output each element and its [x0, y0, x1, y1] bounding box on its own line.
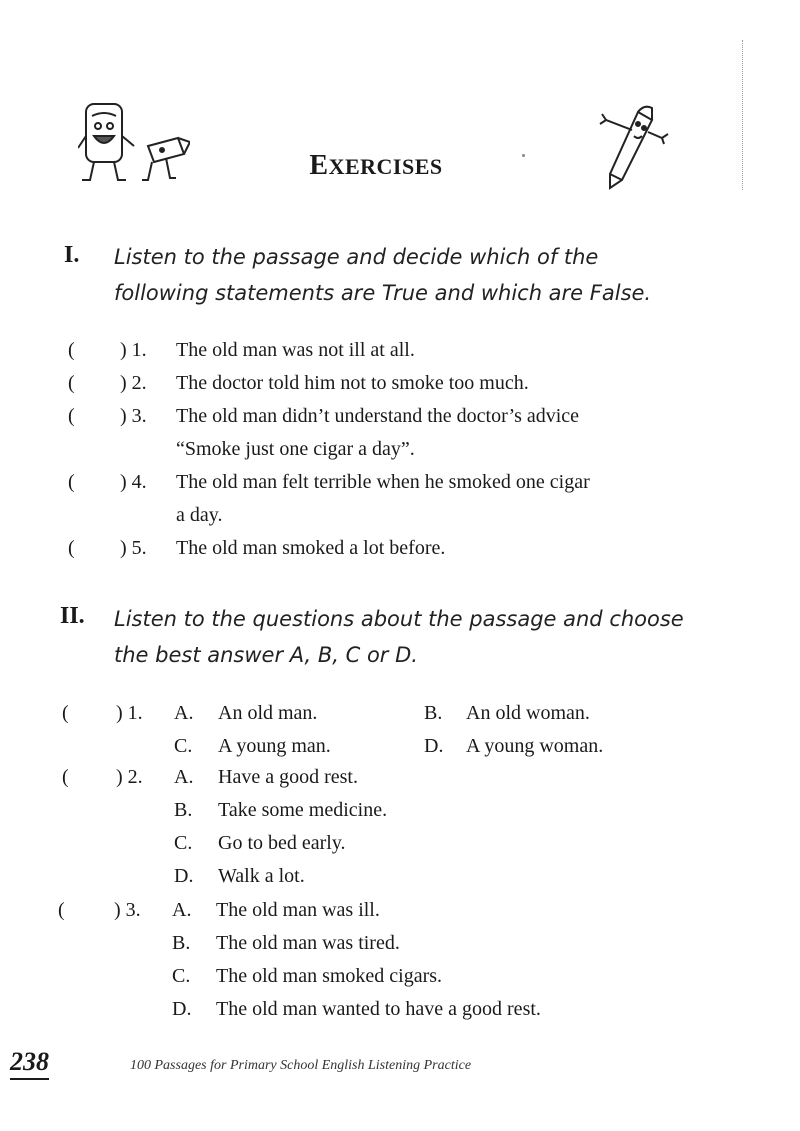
- item-number: ) 2.: [120, 372, 147, 394]
- running-footer-title: 100 Passages for Primary School English Listening Practice: [130, 1058, 472, 1073]
- option-text: A young woman.: [466, 735, 604, 757]
- statement-text-continued: a day.: [176, 504, 223, 526]
- statement-text: The doctor told him not to smoke too much.: [176, 372, 529, 394]
- answer-blank-open-paren: (: [62, 702, 69, 724]
- option-text: An old man.: [218, 702, 318, 724]
- option-text: Walk a lot.: [218, 865, 305, 887]
- option-letter: C.: [174, 832, 193, 854]
- page-title: EXERCISES: [309, 150, 443, 181]
- answer-blank-open-paren: (: [68, 372, 75, 394]
- option-letter: B.: [172, 932, 191, 954]
- answer-blank-open-paren: (: [68, 471, 75, 493]
- option-letter: A.: [174, 702, 194, 724]
- page-number: 238: [10, 1048, 49, 1080]
- statement-text: The old man felt terrible when he smoked one cigar: [176, 471, 590, 493]
- instruction-line: following statements are True and which are False.: [114, 281, 652, 305]
- option-letter: A.: [172, 899, 192, 921]
- option-letter: D.: [174, 865, 194, 887]
- answer-blank-open-paren: (: [58, 899, 65, 921]
- option-text: Go to bed early.: [218, 832, 346, 854]
- option-text: A young man.: [218, 735, 331, 757]
- statement-text: The old man was not ill at all.: [176, 339, 415, 361]
- option-letter: B.: [424, 702, 443, 724]
- item-number: ) 4.: [120, 471, 147, 493]
- item-number: ) 3.: [120, 405, 147, 427]
- statement-text: The old man smoked a lot before.: [176, 537, 446, 559]
- option-letter: B.: [174, 799, 193, 821]
- option-text: The old man was ill.: [216, 899, 380, 921]
- section-1-numeral: I.: [64, 242, 80, 268]
- option-letter: D.: [424, 735, 444, 757]
- answer-blank-open-paren: (: [62, 766, 69, 788]
- item-number: ) 5.: [120, 537, 147, 559]
- question-number: ) 2.: [116, 766, 143, 788]
- section-2-instruction: [114, 601, 684, 673]
- option-text: An old woman.: [466, 702, 590, 724]
- option-letter: C.: [174, 735, 193, 757]
- option-letter: A.: [174, 766, 194, 788]
- instruction-line: Listen to the passage and decide which of the: [114, 245, 599, 269]
- instruction-line: the best answer A, B, C or D.: [114, 643, 418, 667]
- question-number: ) 1.: [116, 702, 143, 724]
- answer-blank-open-paren: (: [68, 339, 75, 361]
- option-text: The old man smoked cigars.: [216, 965, 443, 987]
- item-number: ) 1.: [120, 339, 147, 361]
- statement-text-continued: “Smoke just one cigar a day”.: [176, 438, 415, 460]
- option-text: Have a good rest.: [218, 766, 358, 788]
- option-text: The old man wanted to have a good rest.: [216, 998, 541, 1020]
- question-number: ) 3.: [114, 899, 141, 921]
- section-2-numeral: II.: [60, 603, 85, 629]
- option-text: The old man was tired.: [216, 932, 400, 954]
- section-1-instruction: [114, 239, 651, 311]
- option-text: Take some medicine.: [218, 799, 388, 821]
- option-letter: C.: [172, 965, 191, 987]
- statement-text: The old man didn’t understand the doctor’s advice: [176, 405, 580, 427]
- instruction-line: Listen to the questions about the passage and choose: [114, 607, 684, 631]
- option-letter: D.: [172, 998, 192, 1020]
- answer-blank-open-paren: (: [68, 405, 75, 427]
- answer-blank-open-paren: (: [68, 537, 75, 559]
